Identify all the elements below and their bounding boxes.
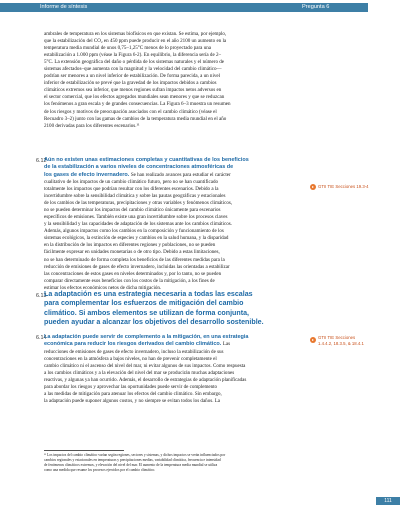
text-line: inferior de estabilización se prevé que la gravedad de los impactos debidos a cambios <box>44 80 217 87</box>
text-line: incertidumbre sobre la sensibilidad climática y sobre las pautas geográficas y estacionales <box>44 193 226 200</box>
text-line: cambio climático ni el ascenso del nivel del mar, ni evitar algunos de sus impactos. Como respuesta <box>44 363 246 370</box>
heading-text: los gases de efecto invernadero. <box>44 171 130 178</box>
reference-line: 1.4.4.2, 18.3.5, & 18.4.1 <box>318 341 364 346</box>
text-line: comparar directamente esos beneficios con los costos de la mitigación, a los fines de <box>44 277 215 284</box>
text-line: no se han determinado de forma completa los beneficios de las diferentes medidas para la <box>44 256 225 263</box>
heading-line: para complementar los esfuerzos de mitigación del cambio <box>44 299 244 308</box>
reference-arrow-icon <box>310 337 316 343</box>
text-line: estabilización a 1.000 ppm (véase la Figura 6-2). En equilibrio, la diferencia sería de 2– <box>44 52 221 59</box>
heading-line: Aún no existen unas estimaciones completas y cuantitativas de los beneficios <box>44 157 249 163</box>
heading-line: climático. Si ambos elementos se utilizan de forma conjunta, <box>44 308 249 317</box>
text-line: para abordar los riesgos y aprovechar las oportunidades puede servir de complemento <box>44 384 218 391</box>
text-line: ambrales de temperatura en los sistemas biofísicos en que existan. Se estima, por ejemplo, <box>44 31 227 37</box>
text-line: a los cambios climáticos y a la elevación del nivel del mar se producirán muchas adaptaciones <box>44 370 235 377</box>
section-number: 6.14 <box>36 335 47 341</box>
footnote-rule <box>44 450 124 451</box>
text-line: la adaptación puede suponer algunos costos, y no siempre se evitan todos los daños. La <box>44 398 221 405</box>
reference-arrow-icon <box>310 184 316 190</box>
text-line: 5°C. La extensión geográfica del daño o pérdida de los sistemas naturales y el número de <box>44 59 225 66</box>
footnote-line: como una medida que resume los procesos ejercidos por el cambio climático. <box>44 468 156 472</box>
footnote-line: de fenómenos climáticos extremos, y elevación del nivel del mar. El aumento de la temperatura media mundial se utiliza <box>44 463 218 467</box>
text-line: concentraciones en la atmósfera a bajos niveles, no han de prevenir completamente el <box>44 356 217 363</box>
text-line: cualitativo de los impactos de un cambio climático futuro, pero no se han cuantificado <box>44 179 219 185</box>
heading-text: económica para reducir los riesgos derivados del cambio climático. <box>44 341 222 348</box>
text-line: reducción de emisiones de gases de efecto invernadero, incluidas las orientadas a estabilizar <box>44 263 230 270</box>
footnote-line: cambios regionales y estacionales en temperaturas y precipitaciones medias, variabilidad climática, frecuencia e intensidad <box>44 458 221 462</box>
footnote <box>44 453 299 473</box>
text-line: sistemas ecológicos, la extinción de especies y cambios en la salud humana, y la disparidad <box>44 235 229 242</box>
header-band <box>0 3 368 12</box>
cross-reference[interactable]: GTII TIE Secciones 19.3-4 <box>318 184 369 189</box>
text-line: reducciones de emisiones de gases de efecto invernadero, incluso la estabilización de sus <box>44 349 224 355</box>
text-line: a las medidas de mitigación para atenuar los efectos del cambio climático. Sin embargo, <box>44 391 222 398</box>
heading-line <box>44 341 306 348</box>
reference-line: GTII TIE Secciones <box>318 335 356 340</box>
text-line: Además, algunos impactos como los cambios en la composición y funcionamiento de los <box>44 228 224 235</box>
text-line: estimar los efectos económicos netos de dicha mitigación. <box>44 284 162 291</box>
text-line: climáticos extremos sea inferior, que menos regiones sufran impactos netos adversos en <box>44 87 222 94</box>
section-number: 6.13 <box>36 293 47 299</box>
heading-continuation: Las <box>222 341 231 348</box>
text-line: específicos de emisiones. También existe una gran incertidumbre sobre los procesos claves <box>44 214 228 221</box>
section-heading-6-13 <box>44 290 306 328</box>
text-line: de los riesgos y motivos de preocupación asociados con el cambio climático (véase el <box>44 108 217 115</box>
text-line: podrían ser menores a un nivel inferior de estabilización. De forma parecida, a un nivel <box>44 73 221 80</box>
header-title: Informe de síntesis <box>40 4 88 10</box>
heading-line: de la estabilización a varios niveles de concentraciones atmosféricas de <box>44 164 234 171</box>
text-line: los fenómenos a gran escala y de grandes consecuencias. La Figura 6–3 muestra un resumen <box>44 101 231 108</box>
text-line: el sector comercial, que los efectos agregados mundiales sean menores y que se reduzcan <box>44 94 225 101</box>
section-heading-6-12 <box>44 157 306 179</box>
page-number: 111 <box>376 497 400 505</box>
text-line: y la sensibilidad y las capacidades de adaptación de los sistemas ante los cambios climáticos. <box>44 221 232 228</box>
text-line: las concentraciones de estos gases en niveles determinados y, por lo tanto, no se pueden <box>44 270 222 277</box>
paragraph-continuation <box>44 31 299 130</box>
text-line: reactivas, y algunas ya han ocurrido. Además, el desarrollo de estrategias de adaptación planificadas <box>44 377 247 384</box>
text-line: que la estabilización del CO₂ en 450 ppm puede producir en el año 2100 un aumento en la <box>44 38 227 45</box>
footnote-line: ¹¹ Los impactos del cambio climático varían según regiones, sectores y sistemas, y dichos impactos se verán influenciados por <box>44 453 226 457</box>
section-body-6-14 <box>44 349 299 405</box>
header-question: Pregunta 6 <box>302 4 330 10</box>
text-line: de los cambios de las temperaturas, precipitaciones y otras variables y fenómenos climáticos, <box>44 200 233 207</box>
section-heading-6-14 <box>44 334 306 349</box>
text-line: 2100 derivadas para los diferentes escenarios.¹¹ <box>44 122 140 129</box>
text-line: en la distribución de los impactos en diferentes regiones y poblaciones, no se pueden <box>44 242 216 249</box>
text-line: totalmente los impactos que podrían resultar con los diferentes escenarios. Debido a la <box>44 186 219 193</box>
text-line: fácilmente expresar en unidades monetarias o de otro tipo. Debido a estas limitaciones, <box>44 249 220 256</box>
heading-line <box>44 172 306 179</box>
cross-reference[interactable] <box>318 335 364 347</box>
section-number: 6.12 <box>36 158 47 164</box>
section-body-6-12 <box>44 179 299 292</box>
text-line: temperatura media mundial de unos 0,75–1,25°C menos de lo proyectado para una <box>44 45 211 52</box>
heading-line: La adaptación puede servir de complemento a la mitigación, en una estrategia <box>44 334 249 340</box>
heading-line: pueden ayudar a alcanzar los objetivos del desarrollo sostenible. <box>44 318 264 327</box>
text-line: sistemas afectados–que aumenta con la magnitud y la velocidad del cambio climático— <box>44 66 222 73</box>
heading-line: La adaptación es una estrategia necesaria a todas las escalas <box>44 290 253 298</box>
text-line: no se pueden determinar los impactos del cambio climático únicamente para escenarios <box>44 207 221 214</box>
heading-continuation: Se han realizado avances para estudiar el carácter <box>130 171 231 178</box>
text-line: Recuadro 3–2) junto con las gamas de cambios de la temperatura media mundial en el año <box>44 115 227 122</box>
